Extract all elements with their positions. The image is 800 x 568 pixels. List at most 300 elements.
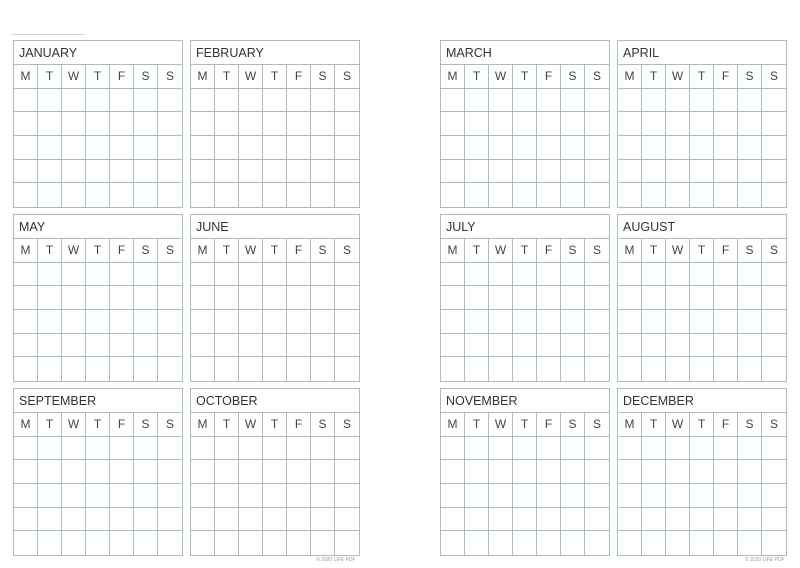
day-cell	[311, 136, 335, 160]
day-cell	[537, 484, 561, 508]
day-cell	[14, 286, 38, 310]
day-cell	[738, 310, 762, 334]
day-cell	[537, 357, 561, 381]
day-cell	[738, 460, 762, 484]
day-cell	[714, 334, 738, 358]
weekday-label: S	[561, 413, 585, 437]
day-cell	[513, 112, 537, 136]
weekday-label: M	[14, 65, 38, 89]
weekday-label: S	[134, 239, 158, 263]
month-title: MARCH	[441, 41, 609, 65]
day-cell	[642, 310, 666, 334]
day-cell	[714, 136, 738, 160]
day-cell	[263, 484, 287, 508]
day-cell	[14, 334, 38, 358]
day-cell	[239, 357, 263, 381]
day-cell	[762, 112, 786, 136]
day-cell	[714, 160, 738, 184]
weekday-label: T	[86, 239, 110, 263]
day-grid	[14, 413, 182, 555]
day-cell	[642, 112, 666, 136]
day-cell	[311, 508, 335, 532]
day-cell	[762, 508, 786, 532]
day-cell	[441, 160, 465, 184]
day-cell	[263, 136, 287, 160]
day-cell	[666, 437, 690, 461]
day-cell	[561, 531, 585, 555]
day-cell	[618, 183, 642, 207]
day-cell	[263, 112, 287, 136]
day-cell	[642, 357, 666, 381]
day-cell	[585, 112, 609, 136]
day-cell	[762, 531, 786, 555]
day-cell	[14, 183, 38, 207]
day-cell	[191, 357, 215, 381]
day-cell	[666, 484, 690, 508]
day-cell	[465, 357, 489, 381]
day-cell	[287, 484, 311, 508]
day-cell	[62, 460, 86, 484]
day-cell	[134, 508, 158, 532]
month-title: JANUARY	[14, 41, 182, 65]
month-calendar-december	[617, 388, 787, 556]
day-cell	[642, 286, 666, 310]
day-cell	[263, 286, 287, 310]
weekday-label: S	[311, 239, 335, 263]
day-cell	[215, 286, 239, 310]
day-cell	[38, 136, 62, 160]
day-cell	[239, 112, 263, 136]
day-cell	[335, 508, 359, 532]
day-cell	[537, 334, 561, 358]
weekday-label: F	[537, 413, 561, 437]
day-cell	[311, 460, 335, 484]
weekday-label: W	[62, 65, 86, 89]
day-cell	[618, 263, 642, 287]
day-cell	[561, 112, 585, 136]
weekday-label: F	[110, 239, 134, 263]
weekday-label: S	[585, 65, 609, 89]
weekday-label: T	[465, 413, 489, 437]
weekday-label: T	[642, 239, 666, 263]
day-cell	[14, 263, 38, 287]
weekday-label: F	[537, 239, 561, 263]
day-cell	[335, 484, 359, 508]
day-cell	[110, 89, 134, 113]
weekday-label: F	[110, 65, 134, 89]
weekday-label: T	[513, 65, 537, 89]
day-cell	[86, 160, 110, 184]
day-cell	[158, 508, 182, 532]
weekday-label: S	[335, 413, 359, 437]
day-cell	[738, 183, 762, 207]
day-cell	[38, 484, 62, 508]
day-cell	[191, 508, 215, 532]
day-cell	[335, 160, 359, 184]
day-cell	[489, 334, 513, 358]
day-cell	[239, 437, 263, 461]
day-cell	[762, 310, 786, 334]
day-cell	[62, 508, 86, 532]
day-cell	[110, 112, 134, 136]
day-cell	[642, 183, 666, 207]
weekday-label: T	[642, 413, 666, 437]
weekday-label: M	[441, 65, 465, 89]
day-cell	[642, 484, 666, 508]
day-cell	[158, 136, 182, 160]
day-cell	[690, 508, 714, 532]
day-cell	[714, 89, 738, 113]
weekday-label: S	[738, 413, 762, 437]
weekday-label: S	[738, 239, 762, 263]
day-cell	[287, 263, 311, 287]
day-grid	[618, 239, 786, 381]
day-cell	[714, 531, 738, 555]
day-cell	[38, 357, 62, 381]
day-cell	[738, 112, 762, 136]
day-cell	[489, 136, 513, 160]
day-cell	[537, 531, 561, 555]
weekday-label: T	[38, 413, 62, 437]
day-cell	[666, 160, 690, 184]
weekday-label: W	[62, 413, 86, 437]
day-cell	[738, 531, 762, 555]
day-cell	[714, 508, 738, 532]
day-cell	[618, 286, 642, 310]
day-cell	[86, 357, 110, 381]
weekday-label: S	[585, 239, 609, 263]
day-cell	[690, 263, 714, 287]
day-cell	[465, 310, 489, 334]
weekday-label: S	[134, 413, 158, 437]
day-cell	[441, 310, 465, 334]
day-cell	[335, 286, 359, 310]
weekday-label: S	[158, 413, 182, 437]
day-cell	[38, 437, 62, 461]
weekday-label: F	[287, 65, 311, 89]
day-cell	[618, 310, 642, 334]
day-cell	[38, 460, 62, 484]
day-cell	[666, 263, 690, 287]
day-cell	[537, 183, 561, 207]
day-cell	[134, 263, 158, 287]
day-cell	[158, 183, 182, 207]
day-cell	[561, 89, 585, 113]
weekday-label: S	[335, 65, 359, 89]
day-cell	[762, 484, 786, 508]
day-cell	[38, 89, 62, 113]
month-calendar-april	[617, 40, 787, 208]
day-cell	[642, 531, 666, 555]
day-cell	[335, 310, 359, 334]
day-cell	[666, 531, 690, 555]
day-cell	[465, 136, 489, 160]
day-cell	[191, 136, 215, 160]
day-cell	[762, 160, 786, 184]
day-cell	[738, 263, 762, 287]
day-cell	[714, 263, 738, 287]
day-cell	[311, 89, 335, 113]
day-cell	[714, 286, 738, 310]
day-cell	[191, 89, 215, 113]
weekday-label: T	[642, 65, 666, 89]
day-cell	[335, 89, 359, 113]
weekday-label: T	[38, 65, 62, 89]
day-cell	[585, 183, 609, 207]
weekday-label: S	[762, 239, 786, 263]
weekday-label: M	[618, 239, 642, 263]
day-cell	[287, 531, 311, 555]
day-cell	[666, 286, 690, 310]
day-grid	[14, 65, 182, 207]
day-cell	[690, 334, 714, 358]
day-cell	[86, 334, 110, 358]
day-cell	[690, 112, 714, 136]
day-cell	[561, 183, 585, 207]
day-cell	[191, 437, 215, 461]
day-grid	[191, 413, 359, 555]
day-cell	[287, 460, 311, 484]
day-cell	[110, 286, 134, 310]
day-cell	[618, 112, 642, 136]
day-cell	[618, 357, 642, 381]
day-grid	[191, 239, 359, 381]
weekday-label: T	[263, 413, 287, 437]
month-title: NOVEMBER	[441, 389, 609, 413]
weekday-label: T	[263, 65, 287, 89]
day-cell	[537, 310, 561, 334]
day-cell	[465, 508, 489, 532]
day-cell	[335, 334, 359, 358]
day-cell	[537, 160, 561, 184]
day-cell	[690, 460, 714, 484]
day-cell	[714, 310, 738, 334]
weekday-label: S	[311, 413, 335, 437]
day-cell	[642, 89, 666, 113]
day-cell	[239, 183, 263, 207]
day-cell	[62, 484, 86, 508]
day-cell	[263, 437, 287, 461]
day-cell	[585, 531, 609, 555]
day-cell	[14, 160, 38, 184]
day-cell	[585, 160, 609, 184]
day-cell	[489, 484, 513, 508]
day-cell	[618, 484, 642, 508]
day-cell	[287, 334, 311, 358]
day-cell	[263, 310, 287, 334]
day-cell	[110, 531, 134, 555]
day-cell	[441, 531, 465, 555]
weekday-label: T	[513, 239, 537, 263]
day-cell	[311, 160, 335, 184]
day-grid	[191, 65, 359, 207]
day-cell	[441, 357, 465, 381]
day-cell	[263, 89, 287, 113]
day-cell	[239, 508, 263, 532]
day-cell	[513, 484, 537, 508]
day-cell	[762, 334, 786, 358]
day-cell	[585, 89, 609, 113]
weekday-label: W	[62, 239, 86, 263]
day-cell	[215, 263, 239, 287]
day-cell	[561, 334, 585, 358]
month-title: FEBRUARY	[191, 41, 359, 65]
weekday-label: M	[14, 413, 38, 437]
day-cell	[537, 508, 561, 532]
weekday-label: S	[585, 413, 609, 437]
day-cell	[738, 437, 762, 461]
day-cell	[287, 136, 311, 160]
day-cell	[134, 183, 158, 207]
day-cell	[585, 460, 609, 484]
weekday-label: S	[311, 65, 335, 89]
day-cell	[537, 136, 561, 160]
day-cell	[263, 460, 287, 484]
day-cell	[465, 437, 489, 461]
day-cell	[585, 263, 609, 287]
day-cell	[618, 136, 642, 160]
day-cell	[335, 437, 359, 461]
day-cell	[311, 357, 335, 381]
day-cell	[239, 263, 263, 287]
month-calendar-july	[440, 214, 610, 382]
day-cell	[513, 310, 537, 334]
day-cell	[441, 89, 465, 113]
day-cell	[263, 160, 287, 184]
day-cell	[86, 263, 110, 287]
day-cell	[561, 263, 585, 287]
weekday-label: T	[86, 65, 110, 89]
day-cell	[62, 136, 86, 160]
day-cell	[158, 484, 182, 508]
day-cell	[738, 136, 762, 160]
day-cell	[38, 531, 62, 555]
day-cell	[690, 89, 714, 113]
day-cell	[38, 263, 62, 287]
day-cell	[38, 286, 62, 310]
day-cell	[263, 508, 287, 532]
day-cell	[690, 310, 714, 334]
day-cell	[561, 286, 585, 310]
day-cell	[585, 357, 609, 381]
day-cell	[513, 508, 537, 532]
weekday-label: S	[762, 413, 786, 437]
day-cell	[14, 112, 38, 136]
day-cell	[561, 460, 585, 484]
day-cell	[585, 334, 609, 358]
day-cell	[215, 89, 239, 113]
day-cell	[110, 460, 134, 484]
day-cell	[191, 112, 215, 136]
weekday-label: T	[513, 413, 537, 437]
day-cell	[158, 286, 182, 310]
weekday-label: M	[14, 239, 38, 263]
day-cell	[191, 531, 215, 555]
day-cell	[762, 136, 786, 160]
day-cell	[215, 183, 239, 207]
day-cell	[158, 437, 182, 461]
day-cell	[62, 89, 86, 113]
day-cell	[465, 531, 489, 555]
weekday-label: F	[537, 65, 561, 89]
weekday-label: S	[738, 65, 762, 89]
day-cell	[585, 310, 609, 334]
month-title: MAY	[14, 215, 182, 239]
day-cell	[86, 286, 110, 310]
day-cell	[489, 112, 513, 136]
day-cell	[110, 160, 134, 184]
day-cell	[158, 310, 182, 334]
day-cell	[762, 357, 786, 381]
weekday-label: T	[465, 239, 489, 263]
day-cell	[14, 484, 38, 508]
day-cell	[714, 437, 738, 461]
month-calendar-october	[190, 388, 360, 556]
day-cell	[513, 357, 537, 381]
day-cell	[287, 357, 311, 381]
month-calendar-february	[190, 40, 360, 208]
day-cell	[134, 334, 158, 358]
day-cell	[690, 183, 714, 207]
day-cell	[110, 263, 134, 287]
day-cell	[263, 334, 287, 358]
day-cell	[666, 112, 690, 136]
day-cell	[134, 310, 158, 334]
day-cell	[762, 89, 786, 113]
day-cell	[86, 437, 110, 461]
weekday-label: T	[690, 65, 714, 89]
day-cell	[690, 531, 714, 555]
day-cell	[191, 460, 215, 484]
day-cell	[14, 531, 38, 555]
weekday-label: W	[239, 239, 263, 263]
day-cell	[311, 263, 335, 287]
copyright-left: © 2020 LIFE PDF	[316, 557, 356, 563]
weekday-label: M	[191, 413, 215, 437]
day-cell	[465, 160, 489, 184]
day-cell	[14, 310, 38, 334]
day-cell	[158, 263, 182, 287]
day-cell	[62, 531, 86, 555]
weekday-label: W	[239, 413, 263, 437]
day-cell	[585, 136, 609, 160]
weekday-label: W	[239, 65, 263, 89]
month-title: JULY	[441, 215, 609, 239]
day-cell	[158, 531, 182, 555]
day-cell	[441, 286, 465, 310]
month-calendar-march	[440, 40, 610, 208]
day-cell	[465, 183, 489, 207]
day-cell	[465, 263, 489, 287]
day-cell	[489, 310, 513, 334]
day-cell	[666, 334, 690, 358]
day-cell	[14, 136, 38, 160]
day-cell	[134, 89, 158, 113]
day-cell	[215, 136, 239, 160]
day-cell	[762, 437, 786, 461]
day-cell	[465, 334, 489, 358]
day-cell	[714, 183, 738, 207]
day-cell	[465, 484, 489, 508]
day-cell	[86, 310, 110, 334]
month-calendar-september	[13, 388, 183, 556]
day-cell	[110, 437, 134, 461]
day-cell	[642, 136, 666, 160]
day-cell	[537, 460, 561, 484]
day-cell	[762, 263, 786, 287]
weekday-label: T	[263, 239, 287, 263]
day-cell	[239, 89, 263, 113]
